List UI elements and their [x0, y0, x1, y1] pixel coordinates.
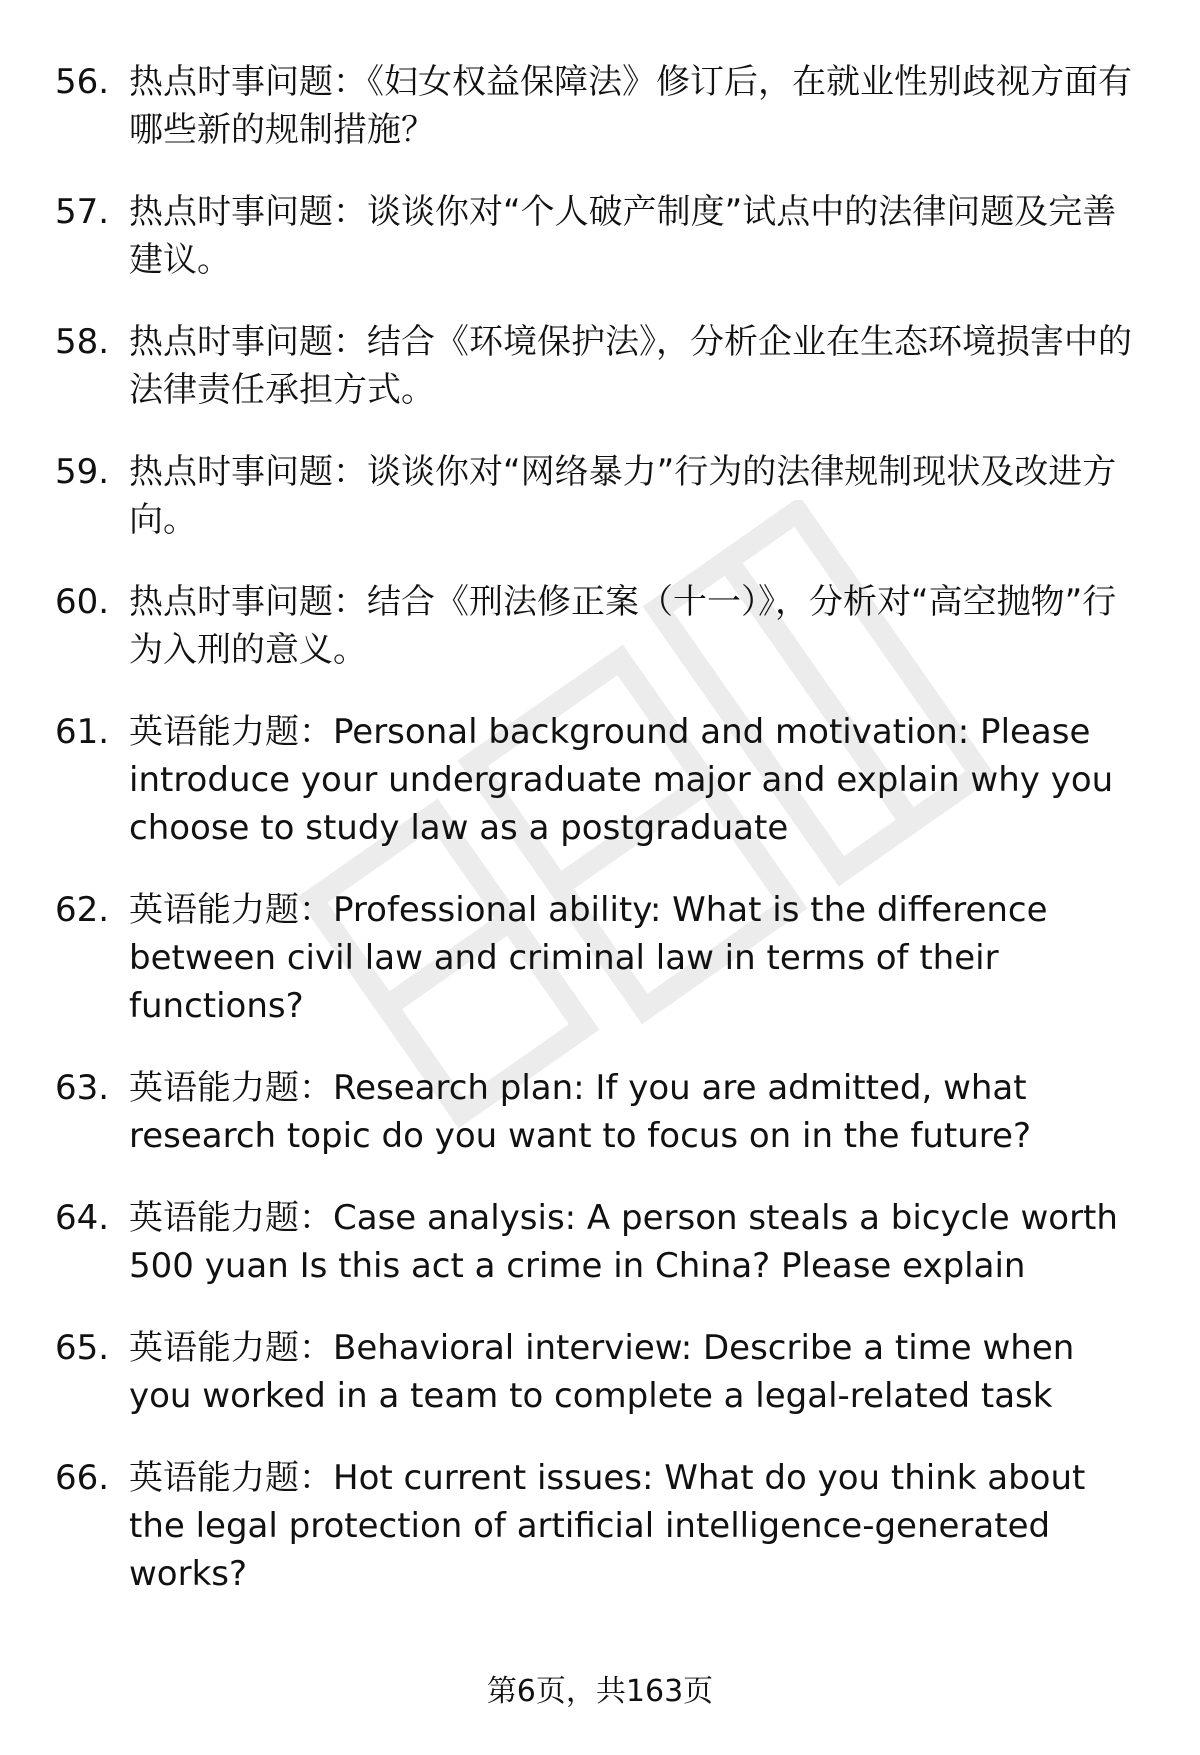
question-text: 热点时事问题：结合《环境保护法》，分析企业在生态环境损害中的法律责任承担方式。	[129, 322, 1132, 410]
question-number: 60.	[55, 582, 110, 622]
question-number: 66.	[55, 1458, 110, 1498]
question-text: 英语能力题：Case analysis: A person steals a bicycle worth 500 yuan Is this act a crime in China? Please explain	[129, 1198, 1118, 1286]
list-item	[55, 58, 1145, 154]
question-list	[55, 58, 1145, 1632]
question-text: 英语能力题：Behavioral interview: Describe a time when you worked in a team to complete a legal-related task	[129, 1328, 1075, 1416]
list-item	[55, 708, 1145, 852]
question-number: 58.	[55, 322, 110, 362]
list-item	[55, 318, 1145, 414]
list-item	[55, 886, 1145, 1030]
list-item	[55, 448, 1145, 544]
question-text: 热点时事问题：谈谈你对“个人破产制度”试点中的法律问题及完善建议。	[129, 192, 1117, 280]
list-item	[55, 1194, 1145, 1290]
question-number: 63.	[55, 1068, 110, 1108]
question-number: 61.	[55, 712, 110, 752]
question-number: 56.	[55, 62, 110, 102]
page-number-footer: 第6页，共163页	[486, 1674, 714, 1709]
question-number: 64.	[55, 1198, 110, 1238]
list-item	[55, 1064, 1145, 1160]
question-text: 热点时事问题：《妇女权益保障法》修订后，在就业性别歧视方面有哪些新的规制措施？	[129, 62, 1132, 150]
question-text: 英语能力题：Personal background and motivation: Please introduce your undergraduate major and explain why you choose to study law as a postgraduate	[129, 712, 1114, 848]
question-text: 英语能力题：Professional ability: What is the difference between civil law and criminal law in terms of their functions?	[129, 890, 1048, 1026]
question-text: 热点时事问题：结合《刑法修正案（十一）》，分析对“高空抛物”行为入刑的意义。	[129, 582, 1117, 670]
question-number: 59.	[55, 452, 110, 492]
question-number: 62.	[55, 890, 110, 930]
list-item	[55, 578, 1145, 674]
question-number: 65.	[55, 1328, 110, 1368]
question-text: 热点时事问题：谈谈你对“网络暴力”行为的法律规制现状及改进方向。	[129, 452, 1117, 540]
question-number: 57.	[55, 192, 110, 232]
question-text: 英语能力题：Hot current issues: What do you think about the legal protection of artificial intelligence-generated works?	[129, 1458, 1086, 1594]
list-item	[55, 188, 1145, 284]
list-item	[55, 1324, 1145, 1420]
question-text: 英语能力题：Research plan: If you are admitted, what research topic do you want to focus on in the future?	[129, 1068, 1031, 1156]
list-item	[55, 1454, 1145, 1598]
